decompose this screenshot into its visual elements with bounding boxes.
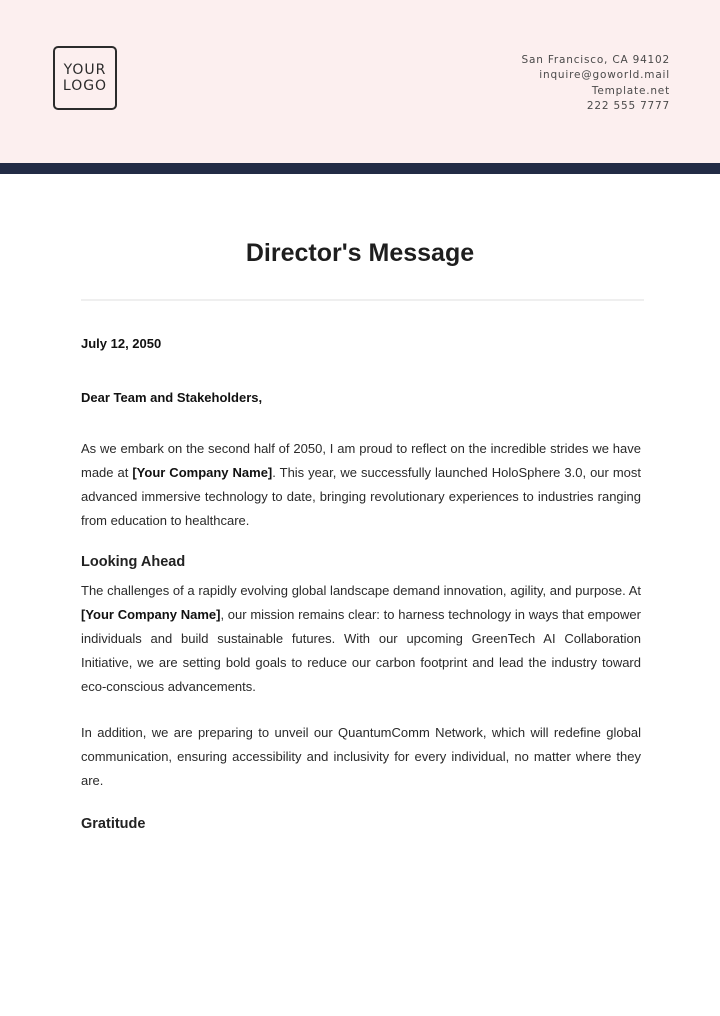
paragraph-looking-ahead-text-b: , our mission remains clear: to harness technology in ways that empower individuals and build sustainable futures. With our upcoming GreenTech AI Collaboration Initiative, we are setting bold goals to reduce our carbon footprint and lead the industry toward eco-conscious advancements. bbox=[81, 607, 641, 694]
letter-salutation: Dear Team and Stakeholders, bbox=[81, 390, 263, 405]
contact-email: inquire@goworld.mail bbox=[539, 69, 670, 82]
logo-line-2: LOGO bbox=[62, 78, 108, 94]
logo-line-1: YOUR bbox=[63, 62, 107, 78]
paragraph-quantumcomm: In addition, we are preparing to unveil our QuantumComm Network, which will redefine global communication, ensuring accessibility and inclusivity for every individual, no matter where they are. bbox=[81, 725, 641, 788]
letterhead bbox=[0, 0, 720, 163]
header-accent-bar bbox=[0, 163, 720, 174]
contact-address: San Francisco, CA 94102 bbox=[521, 54, 670, 66]
document-title: Director's Message bbox=[245, 239, 475, 267]
contact-info bbox=[522, 53, 670, 114]
company-name-placeholder: [Your Company Name] bbox=[132, 465, 273, 480]
letter-date: July 12, 2050 bbox=[81, 336, 162, 351]
company-logo bbox=[53, 46, 117, 110]
section-heading-gratitude: Gratitude bbox=[81, 816, 146, 832]
letter-body bbox=[81, 335, 641, 834]
paragraph-intro-text-a: As we embark on the second half of 2050, I am proud to reflect on the incredible strides we have made at bbox=[81, 441, 641, 480]
contact-website: Template.net bbox=[591, 84, 670, 97]
paragraph-intro-text-b: . This year, we successfully launched HoloSphere 3.0, our most advanced immersive technology to date, bringing revolutionary experiences to industries ranging from education to healthcare. bbox=[81, 465, 642, 528]
section-heading-looking-ahead: Looking Ahead bbox=[81, 554, 186, 570]
title-divider bbox=[81, 299, 644, 301]
contact-phone: 222 555 7777 bbox=[586, 99, 670, 112]
paragraph-intro bbox=[81, 437, 641, 533]
paragraph-looking-ahead-text-a: The challenges of a rapidly evolving global landscape demand innovation, agility, and purpose. At bbox=[81, 583, 641, 598]
paragraph-looking-ahead bbox=[81, 579, 641, 699]
company-name-placeholder: [Your Company Name] bbox=[81, 607, 221, 622]
